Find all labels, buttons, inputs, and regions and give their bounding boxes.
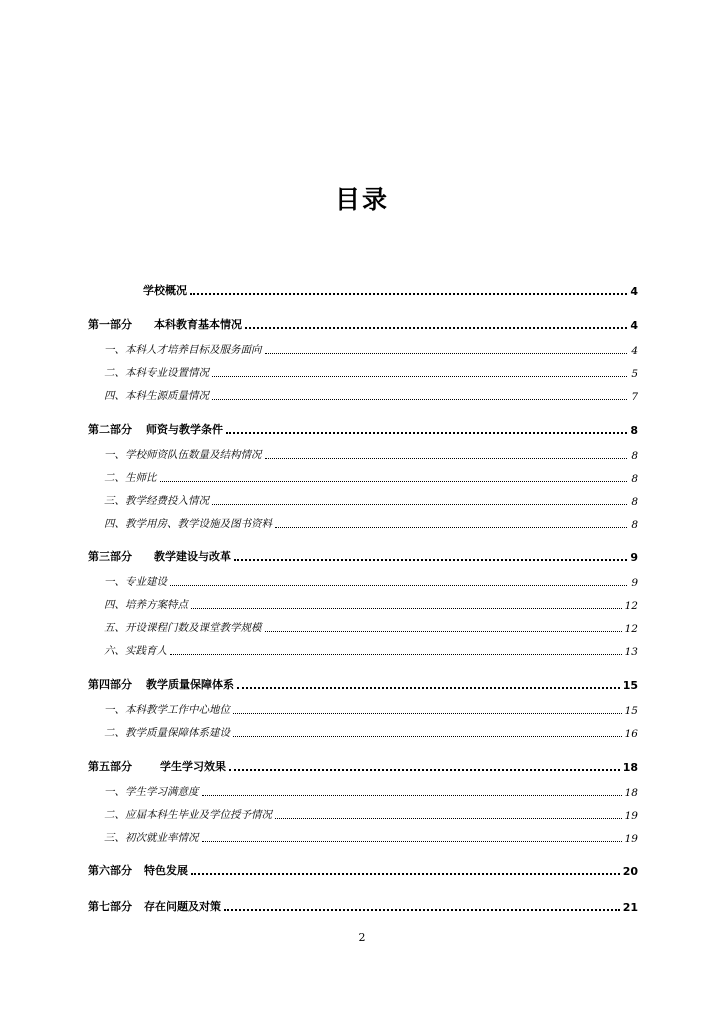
- toc-entry-part-2[interactable]: [88, 421, 638, 437]
- toc-part-label: 第四部分: [88, 678, 132, 691]
- dot-leader: [212, 376, 627, 377]
- toc-entry-label: 一、学校师资队伍数量及结构情况: [104, 449, 262, 461]
- dot-leader: [190, 293, 627, 295]
- toc-part-label: 第七部分: [88, 900, 132, 913]
- dot-leader: [233, 736, 622, 737]
- toc-entry-part-1[interactable]: [88, 316, 638, 332]
- toc-page-number: 9: [631, 577, 638, 589]
- dot-leader: [212, 399, 627, 400]
- toc-page-number: 4: [631, 345, 638, 357]
- toc-part-label: 第六部分: [88, 864, 132, 877]
- toc-entry-label: 特色发展: [144, 864, 188, 877]
- toc-page-number: 20: [622, 865, 638, 878]
- toc-entry-part-4[interactable]: [88, 676, 638, 692]
- page-title: 目录: [334, 185, 389, 214]
- toc-entry-major-settings[interactable]: [88, 364, 638, 380]
- toc-page-number: 13: [624, 646, 638, 658]
- toc-page-number: 9: [630, 551, 638, 564]
- dot-leader: [265, 458, 628, 459]
- toc-page-number: 18: [624, 787, 638, 799]
- dot-leader: [170, 654, 622, 655]
- dot-leader: [202, 795, 622, 796]
- toc-entry-employment[interactable]: [88, 829, 638, 845]
- dot-leader: [245, 327, 627, 329]
- toc-entry-label: 二、生师比: [104, 472, 157, 484]
- toc-entry-part-5[interactable]: [88, 758, 638, 774]
- toc-page-number: 8: [631, 519, 638, 531]
- dot-leader: [160, 481, 628, 482]
- toc-entry-label: 二、应届本科生毕业及学位授予情况: [104, 809, 272, 821]
- toc-entry-part-7[interactable]: [88, 898, 638, 914]
- toc-entry-label: 一、专业建设: [104, 576, 167, 588]
- toc-entry-label: 教学建设与改革: [154, 550, 231, 563]
- toc-page-number: 16: [624, 728, 638, 740]
- toc-entry-satisfaction[interactable]: [88, 783, 638, 799]
- toc-entry-school-overview[interactable]: [88, 282, 638, 298]
- dot-leader: [170, 585, 627, 586]
- toc-part-label: 第五部分: [88, 760, 132, 773]
- toc-entry-graduation[interactable]: [88, 806, 638, 822]
- toc-entry-faculty[interactable]: [88, 446, 638, 462]
- dot-leader: [275, 527, 627, 528]
- toc-page-number: 12: [624, 623, 638, 635]
- toc-entry-label: 四、教学用房、教学设施及图书资料: [104, 518, 272, 530]
- toc-entry-funding[interactable]: [88, 492, 638, 508]
- toc-page-number: 18: [622, 761, 638, 774]
- toc-page-number: 7: [631, 391, 638, 403]
- toc-page-number: 15: [624, 705, 638, 717]
- toc-part-label: 第二部分: [88, 423, 132, 436]
- toc-page-number: 19: [624, 833, 638, 845]
- toc-page-number: 15: [622, 679, 638, 692]
- dot-leader: [202, 841, 622, 842]
- toc-entry-training-goals[interactable]: [88, 341, 638, 357]
- toc-page-number: 8: [631, 473, 638, 485]
- dot-leader: [224, 909, 620, 911]
- page-number: 2: [358, 931, 366, 944]
- dot-leader: [212, 504, 627, 505]
- toc-entry-part-6[interactable]: [88, 862, 638, 878]
- toc-entry-training-plan[interactable]: [88, 596, 638, 612]
- toc-entry-major-construction[interactable]: [88, 573, 638, 589]
- toc-entry-teaching-center[interactable]: [88, 701, 638, 717]
- toc-entry-label: 教学质量保障体系: [146, 678, 234, 691]
- toc-part-label: 第一部分: [88, 318, 132, 331]
- toc-entry-label: 六、实践育人: [104, 645, 167, 657]
- toc-entry-label: 学生学习效果: [160, 760, 226, 773]
- dot-leader: [265, 353, 628, 354]
- toc-page-number: 8: [630, 424, 638, 437]
- toc-part-label: 第三部分: [88, 550, 132, 563]
- dot-leader: [191, 873, 620, 875]
- toc-page-number: 8: [631, 450, 638, 462]
- toc-entry-student-source[interactable]: [88, 387, 638, 403]
- dot-leader: [226, 432, 627, 434]
- toc-entry-label: 存在问题及对策: [144, 900, 221, 913]
- toc-page-number: 8: [631, 496, 638, 508]
- toc-entry-label: 一、学生学习满意度: [104, 786, 199, 798]
- toc-page-number: 19: [624, 810, 638, 822]
- toc-entry-courses[interactable]: [88, 619, 638, 635]
- dot-leader: [265, 631, 622, 632]
- toc-entry-label: 一、本科教学工作中心地位: [104, 704, 230, 716]
- dot-leader: [229, 769, 620, 771]
- toc-entry-ratio[interactable]: [88, 469, 638, 485]
- dot-leader: [237, 687, 620, 689]
- dot-leader: [233, 713, 622, 714]
- toc-entry-label: 本科教育基本情况: [154, 318, 242, 331]
- toc-entry-label: 三、教学经费投入情况: [104, 495, 209, 507]
- toc-page-number: 4: [630, 285, 638, 298]
- toc-entry-label: 一、本科人才培养目标及服务面向: [104, 344, 262, 356]
- toc-entry-label: 二、教学质量保障体系建设: [104, 727, 230, 739]
- toc-page-number: 21: [622, 901, 638, 914]
- toc-entry-label: 四、本科生源质量情况: [104, 390, 209, 402]
- dot-leader: [191, 608, 622, 609]
- toc-page-number: 4: [630, 319, 638, 332]
- toc-entry-practice[interactable]: [88, 642, 638, 658]
- toc-page-number: 5: [631, 368, 638, 380]
- toc-entry-label: 三、初次就业率情况: [104, 832, 199, 844]
- toc-entry-part-3[interactable]: [88, 548, 638, 564]
- toc-entry-label: 学校概况: [143, 284, 187, 297]
- toc-entry-label: 四、培养方案特点: [104, 599, 188, 611]
- toc-entry-label: 五、开设课程门数及课堂教学规模: [104, 622, 262, 634]
- toc-page-number: 12: [624, 600, 638, 612]
- toc-entry-label: 师资与教学条件: [146, 423, 223, 436]
- toc-entry-label: 二、本科专业设置情况: [104, 367, 209, 379]
- dot-leader: [234, 559, 627, 561]
- dot-leader: [275, 818, 622, 819]
- toc-entry-facilities[interactable]: [88, 515, 638, 531]
- toc-entry-quality-system[interactable]: [88, 724, 638, 740]
